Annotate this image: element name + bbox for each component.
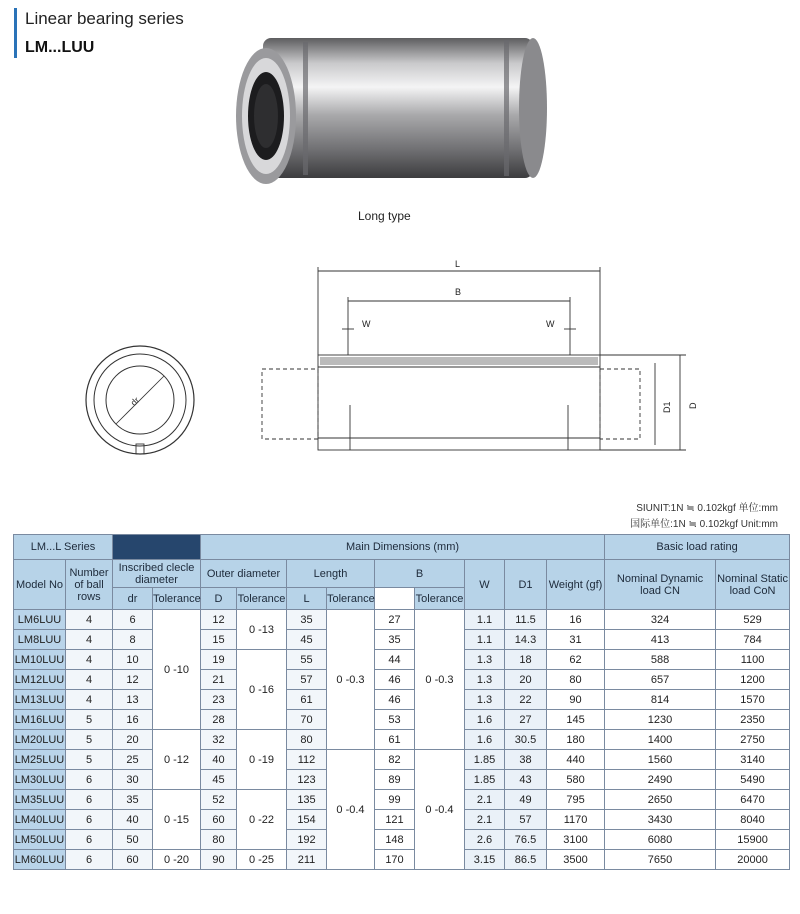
static-load-cell: 1570	[716, 690, 790, 710]
D-tolerance-cell: 0 -25	[237, 850, 287, 870]
length-cell: 70	[287, 710, 327, 730]
dynamic-load-cell: 3430	[605, 810, 716, 830]
dynamic-load-cell: 814	[605, 690, 716, 710]
W-cell: 1.3	[465, 690, 505, 710]
dynamic-load-cell: 1560	[605, 750, 716, 770]
model-cell: LM50LUU	[14, 830, 66, 850]
outer-diameter-cell: 90	[201, 850, 237, 870]
B-cell: 61	[375, 730, 415, 750]
dynamic-load-cell: 1400	[605, 730, 716, 750]
static-load-cell: 2750	[716, 730, 790, 750]
B-tolerance-cell: 0 -0.3	[415, 610, 465, 750]
front-view-drawing	[80, 340, 200, 460]
D1-cell: 18	[505, 650, 547, 670]
table-row	[14, 630, 790, 650]
ball-rows-cell: 6	[66, 810, 113, 830]
static-load-cell: 2350	[716, 710, 790, 730]
table-row	[14, 610, 790, 630]
table-row	[14, 670, 790, 690]
dynamic-load-cell: 324	[605, 610, 716, 630]
D1-cell: 27	[505, 710, 547, 730]
outer-diameter-cell: 23	[201, 690, 237, 710]
B-cell: 99	[375, 790, 415, 810]
static-load-cell: 5490	[716, 770, 790, 790]
static-load-cell: 6470	[716, 790, 790, 810]
length-cell: 61	[287, 690, 327, 710]
outer-diameter-cell: 40	[201, 750, 237, 770]
dr-label: dr	[128, 395, 142, 408]
weight-cell: 795	[547, 790, 605, 810]
dr-cell: 50	[113, 830, 153, 850]
dynamic-load-cell: 7650	[605, 850, 716, 870]
W-cell: 1.3	[465, 670, 505, 690]
table-row	[14, 710, 790, 730]
outer-diameter-cell: 12	[201, 610, 237, 630]
model-cell: LM10LUU	[14, 650, 66, 670]
table-row	[14, 850, 790, 870]
unit-note-2: 国际单位:1N ≒ 0.102kgf Unit:mm	[630, 519, 778, 530]
B-cell: 53	[375, 710, 415, 730]
D1-cell: 14.3	[505, 630, 547, 650]
B-cell: 44	[375, 650, 415, 670]
header-weight: Weight (gf)	[547, 560, 605, 610]
D-tolerance-cell: 0 -13	[237, 610, 287, 650]
model-cell: LM30LUU	[14, 770, 66, 790]
B-cell: 46	[375, 690, 415, 710]
header-outer: Outer diameter	[201, 560, 287, 588]
unit-note-1: SIUNIT:1N ≒ 0.102kgf 单位:mm	[636, 503, 778, 514]
static-load-cell: 1200	[716, 670, 790, 690]
dr-cell: 35	[113, 790, 153, 810]
D1-cell: 30.5	[505, 730, 547, 750]
static-load-cell: 8040	[716, 810, 790, 830]
dr-tolerance-cell: 0 -10	[153, 610, 201, 730]
weight-cell: 80	[547, 670, 605, 690]
dr-cell: 8	[113, 630, 153, 650]
W-cell: 2.1	[465, 810, 505, 830]
ball-rows-cell: 4	[66, 610, 113, 630]
L-tolerance-cell: 0 -0.4	[327, 750, 375, 870]
length-cell: 192	[287, 830, 327, 850]
dr-cell: 40	[113, 810, 153, 830]
weight-cell: 31	[547, 630, 605, 650]
dynamic-load-cell: 6080	[605, 830, 716, 850]
table-row	[14, 830, 790, 850]
header-L-tol: Tolerance	[327, 588, 375, 610]
header	[14, 8, 184, 58]
dynamic-load-cell: 413	[605, 630, 716, 650]
D1-cell: 38	[505, 750, 547, 770]
model-cell: LM40LUU	[14, 810, 66, 830]
label-D: D	[688, 402, 698, 409]
outer-diameter-cell: 52	[201, 790, 237, 810]
model-cell: LM13LUU	[14, 690, 66, 710]
spec-table	[13, 534, 790, 870]
header-model: Model No	[14, 560, 66, 610]
model-cell: LM20LUU	[14, 730, 66, 750]
model-cell: LM16LUU	[14, 710, 66, 730]
weight-cell: 62	[547, 650, 605, 670]
outer-diameter-cell: 60	[201, 810, 237, 830]
D-tolerance-cell: 0 -22	[237, 790, 287, 850]
dynamic-load-cell: 1230	[605, 710, 716, 730]
outer-diameter-cell: 19	[201, 650, 237, 670]
length-cell: 57	[287, 670, 327, 690]
D1-cell: 57	[505, 810, 547, 830]
ball-rows-cell: 5	[66, 730, 113, 750]
dr-cell: 12	[113, 670, 153, 690]
B-cell: 35	[375, 630, 415, 650]
series-title: Linear bearing series	[25, 9, 184, 28]
length-cell: 123	[287, 770, 327, 790]
B-tolerance-cell: 0 -0.4	[415, 750, 465, 870]
table-row	[14, 730, 790, 750]
label-D1: D1	[662, 401, 672, 413]
D1-cell: 49	[505, 790, 547, 810]
header-B: B	[375, 560, 465, 588]
length-cell: 211	[287, 850, 327, 870]
W-cell: 1.1	[465, 630, 505, 650]
static-load-cell: 529	[716, 610, 790, 630]
weight-cell: 1170	[547, 810, 605, 830]
header-inscribed: Inscribed clecle diameter	[113, 560, 201, 588]
ball-rows-cell: 4	[66, 650, 113, 670]
dynamic-load-cell: 657	[605, 670, 716, 690]
label-W-right: W	[546, 319, 555, 329]
dr-cell: 60	[113, 850, 153, 870]
model-cell: LM60LUU	[14, 850, 66, 870]
label-B: B	[455, 287, 462, 297]
photo-caption: Long type	[358, 209, 411, 223]
table-row	[14, 750, 790, 770]
length-cell: 154	[287, 810, 327, 830]
weight-cell: 16	[547, 610, 605, 630]
L-tolerance-cell: 0 -0.3	[327, 610, 375, 750]
model-cell: LM6LUU	[14, 610, 66, 630]
header-series: LM...L Series	[14, 535, 113, 560]
W-cell: 2.6	[465, 830, 505, 850]
dynamic-load-cell: 2650	[605, 790, 716, 810]
label-L: L	[455, 259, 461, 269]
outer-diameter-cell: 28	[201, 710, 237, 730]
B-cell: 148	[375, 830, 415, 850]
model-cell: LM12LUU	[14, 670, 66, 690]
length-cell: 55	[287, 650, 327, 670]
W-cell: 3.15	[465, 850, 505, 870]
model-cell: LM35LUU	[14, 790, 66, 810]
header-dynamic-load: Nominal Dynamic load CN	[605, 560, 716, 610]
weight-cell: 440	[547, 750, 605, 770]
header-static-load: Nominal Static load CoN	[716, 560, 790, 610]
ball-rows-cell: 6	[66, 830, 113, 850]
B-cell: 121	[375, 810, 415, 830]
B-cell: 82	[375, 750, 415, 770]
ball-rows-cell: 4	[66, 630, 113, 650]
ball-rows-cell: 5	[66, 710, 113, 730]
D1-cell: 86.5	[505, 850, 547, 870]
W-cell: 1.6	[465, 710, 505, 730]
outer-diameter-cell: 15	[201, 630, 237, 650]
length-cell: 112	[287, 750, 327, 770]
length-cell: 80	[287, 730, 327, 750]
dynamic-load-cell: 588	[605, 650, 716, 670]
D1-cell: 43	[505, 770, 547, 790]
header-main-dimensions: Main Dimensions (mm)	[201, 535, 605, 560]
header-dr: dr	[113, 588, 153, 610]
D-tolerance-cell: 0 -16	[237, 650, 287, 730]
dr-cell: 16	[113, 710, 153, 730]
B-cell: 89	[375, 770, 415, 790]
W-cell: 1.85	[465, 750, 505, 770]
dr-cell: 6	[113, 610, 153, 630]
outer-diameter-cell: 32	[201, 730, 237, 750]
D1-cell: 11.5	[505, 610, 547, 630]
W-cell: 1.85	[465, 770, 505, 790]
bearing-photo	[228, 32, 554, 202]
header-dr-tol: Tolerance	[153, 588, 201, 610]
length-cell: 45	[287, 630, 327, 650]
length-cell: 35	[287, 610, 327, 630]
header-W: W	[465, 560, 505, 610]
dr-tolerance-cell: 0 -15	[153, 790, 201, 850]
weight-cell: 3100	[547, 830, 605, 850]
ball-rows-cell: 6	[66, 790, 113, 810]
table-row	[14, 790, 790, 810]
weight-cell: 90	[547, 690, 605, 710]
dr-tolerance-cell: 0 -20	[153, 850, 201, 870]
ball-rows-cell: 6	[66, 770, 113, 790]
ball-rows-cell: 6	[66, 850, 113, 870]
weight-cell: 180	[547, 730, 605, 750]
header-D: D	[201, 588, 237, 610]
weight-cell: 3500	[547, 850, 605, 870]
W-cell: 1.3	[465, 650, 505, 670]
weight-cell: 580	[547, 770, 605, 790]
dr-cell: 10	[113, 650, 153, 670]
length-cell: 135	[287, 790, 327, 810]
header-D-tol: Tolerance	[237, 588, 287, 610]
table-row	[14, 690, 790, 710]
ball-rows-cell: 4	[66, 670, 113, 690]
dr-cell: 13	[113, 690, 153, 710]
header-D1: D1	[505, 560, 547, 610]
ball-rows-cell: 5	[66, 750, 113, 770]
outer-diameter-cell: 45	[201, 770, 237, 790]
B-cell: 27	[375, 610, 415, 630]
ball-rows-cell: 4	[66, 690, 113, 710]
header-ball-rows: Number of ball rows	[66, 560, 113, 610]
outer-diameter-cell: 80	[201, 830, 237, 850]
model-cell: LM25LUU	[14, 750, 66, 770]
outer-diameter-cell: 21	[201, 670, 237, 690]
header-B-tol: Tolerance	[415, 588, 465, 610]
B-cell: 46	[375, 670, 415, 690]
static-load-cell: 3140	[716, 750, 790, 770]
section-view-drawing	[250, 255, 720, 470]
W-cell: 1.1	[465, 610, 505, 630]
dynamic-load-cell: 2490	[605, 770, 716, 790]
label-W-left: W	[362, 319, 371, 329]
header-basic-load: Basic load rating	[605, 535, 790, 560]
dr-cell: 25	[113, 750, 153, 770]
header-length: Length	[287, 560, 375, 588]
dr-cell: 20	[113, 730, 153, 750]
static-load-cell: 20000	[716, 850, 790, 870]
W-cell: 2.1	[465, 790, 505, 810]
table-row	[14, 810, 790, 830]
static-load-cell: 1100	[716, 650, 790, 670]
header-L: L	[287, 588, 327, 610]
table-row	[14, 770, 790, 790]
B-cell: 170	[375, 850, 415, 870]
D1-cell: 76.5	[505, 830, 547, 850]
W-cell: 1.6	[465, 730, 505, 750]
dr-tolerance-cell: 0 -12	[153, 730, 201, 790]
static-load-cell: 784	[716, 630, 790, 650]
model-cell: LM8LUU	[14, 630, 66, 650]
D1-cell: 20	[505, 670, 547, 690]
weight-cell: 145	[547, 710, 605, 730]
dr-cell: 30	[113, 770, 153, 790]
spec-table-body	[14, 610, 790, 870]
static-load-cell: 15900	[716, 830, 790, 850]
table-row	[14, 650, 790, 670]
model-title: LM...LUU	[25, 39, 95, 56]
D-tolerance-cell: 0 -19	[237, 730, 287, 790]
D1-cell: 22	[505, 690, 547, 710]
